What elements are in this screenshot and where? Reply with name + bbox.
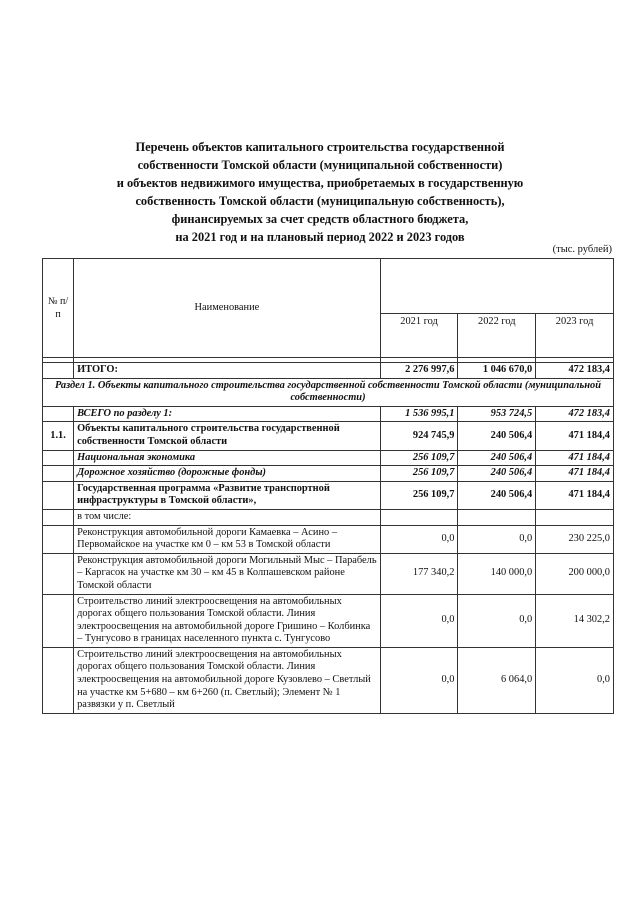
cell-num <box>43 647 74 713</box>
cell-2022 <box>458 509 536 525</box>
cell-name: Дорожное хозяйство (дорожные фонды) <box>74 466 381 482</box>
table-row <box>43 647 614 713</box>
cell-2023: 471 184,4 <box>536 450 614 466</box>
header-num: № п/п <box>43 259 74 358</box>
cell-name: Реконструкция автомобильной дороги Камаевка – Асино – Первомайское на участке км 0 – км 53 в Томской области <box>74 525 381 553</box>
cell-2023: 471 184,4 <box>536 422 614 450</box>
header-name: Наименование <box>74 259 381 358</box>
title-line: финансируемых за счет средств областного бюджета, <box>171 212 469 226</box>
cell-2021: 256 109,7 <box>380 481 458 509</box>
cell-num <box>43 406 74 422</box>
cell-num: 1.1. <box>43 422 74 450</box>
cell-2022: 240 506,4 <box>458 466 536 482</box>
cell-num <box>43 553 74 594</box>
table-row <box>43 466 614 482</box>
table-row <box>43 553 614 594</box>
cell-num <box>43 450 74 466</box>
section-total-row <box>43 406 614 422</box>
cell-2023: 471 184,4 <box>536 481 614 509</box>
cell-name: Реконструкция автомобильной дороги Могильный Мыс – Парабель – Каргасок на участке км 30 – км 45 в Колпашевском районе Томской области <box>74 553 381 594</box>
cell-2022: 240 506,4 <box>458 450 536 466</box>
cell-2022: 953 724,5 <box>458 406 536 422</box>
title-line: Перечень объектов капитального строительства государственной <box>135 140 505 154</box>
table-header-row <box>43 259 614 314</box>
section-title: Раздел 1. Объекты капитального строительства государственной собственности Томской области (муниципальной собственности) <box>43 378 614 406</box>
header-2022: 2022 год <box>458 314 536 358</box>
cell-2023: 472 183,4 <box>536 406 614 422</box>
cell-name: Объекты капитального строительства государственной собственности Томской области <box>74 422 381 450</box>
title-line: собственности Томской области (муниципальной собственности) <box>137 158 503 172</box>
document-title <box>0 138 640 246</box>
budget-table <box>42 258 614 714</box>
cell-2023 <box>536 509 614 525</box>
cell-name: ИТОГО: <box>74 363 381 379</box>
units-label: (тыс. рублей) <box>552 244 612 255</box>
cell-2022: 0,0 <box>458 525 536 553</box>
cell-name: Строительство линий электроосвещения на автомобильных дорогах общего пользования Томской области. Линия электроосвещения на автомобильной дороге Гришино – Колбинка – Тунгусово в границах населенного пункта с. Тунгусово <box>74 594 381 647</box>
cell-num <box>43 525 74 553</box>
cell-2022: 1 046 670,0 <box>458 363 536 379</box>
cell-num <box>43 594 74 647</box>
cell-2022: 240 506,4 <box>458 422 536 450</box>
section-title-row <box>43 378 614 406</box>
cell-2021: 0,0 <box>380 525 458 553</box>
table-row <box>43 422 614 450</box>
cell-2023: 471 184,4 <box>536 466 614 482</box>
table-row <box>43 481 614 509</box>
cell-2022: 240 506,4 <box>458 481 536 509</box>
cell-2021: 2 276 997,6 <box>380 363 458 379</box>
cell-2021: 256 109,7 <box>380 450 458 466</box>
header-years-group <box>380 259 613 314</box>
header-2023: 2023 год <box>536 314 614 358</box>
cell-2023: 230 225,0 <box>536 525 614 553</box>
cell-num <box>43 363 74 379</box>
cell-2021: 256 109,7 <box>380 466 458 482</box>
cell-name: Строительство линий электроосвещения на автомобильных дорогах общего пользования Томской области. Линия электроосвещения на автомобильной дороге Кузовлево – Светлый на участке км 5+680 – км 6+260 (п. Светлый); Элемент № 1 развязки у п. Светлый <box>74 647 381 713</box>
cell-2021: 1 536 995,1 <box>380 406 458 422</box>
cell-name: в том числе: <box>74 509 381 525</box>
cell-num <box>43 509 74 525</box>
cell-2021: 0,0 <box>380 594 458 647</box>
table-row <box>43 525 614 553</box>
title-line: на 2021 год и на плановый период 2022 и 2023 годов <box>175 230 465 244</box>
cell-num <box>43 466 74 482</box>
cell-2023: 0,0 <box>536 647 614 713</box>
cell-2023: 14 302,2 <box>536 594 614 647</box>
table-row <box>43 594 614 647</box>
title-line: собственность Томской области (муниципальную собственность), <box>135 194 505 208</box>
cell-2021: 924 745,9 <box>380 422 458 450</box>
table-row <box>43 509 614 525</box>
cell-2022: 140 000,0 <box>458 553 536 594</box>
cell-2023: 200 000,0 <box>536 553 614 594</box>
cell-2022: 6 064,0 <box>458 647 536 713</box>
cell-2022: 0,0 <box>458 594 536 647</box>
cell-num <box>43 481 74 509</box>
header-2021: 2021 год <box>380 314 458 358</box>
cell-name: Государственная программа «Развитие транспортной инфраструктуры в Томской области», <box>74 481 381 509</box>
cell-name: ВСЕГО по разделу 1: <box>74 406 381 422</box>
table-row <box>43 450 614 466</box>
cell-2021 <box>380 509 458 525</box>
title-line: и объектов недвижимого имущества, приобретаемых в государственную <box>116 176 524 190</box>
cell-2021: 177 340,2 <box>380 553 458 594</box>
total-row <box>43 363 614 379</box>
cell-2023: 472 183,4 <box>536 363 614 379</box>
cell-name: Национальная экономика <box>74 450 381 466</box>
cell-2021: 0,0 <box>380 647 458 713</box>
